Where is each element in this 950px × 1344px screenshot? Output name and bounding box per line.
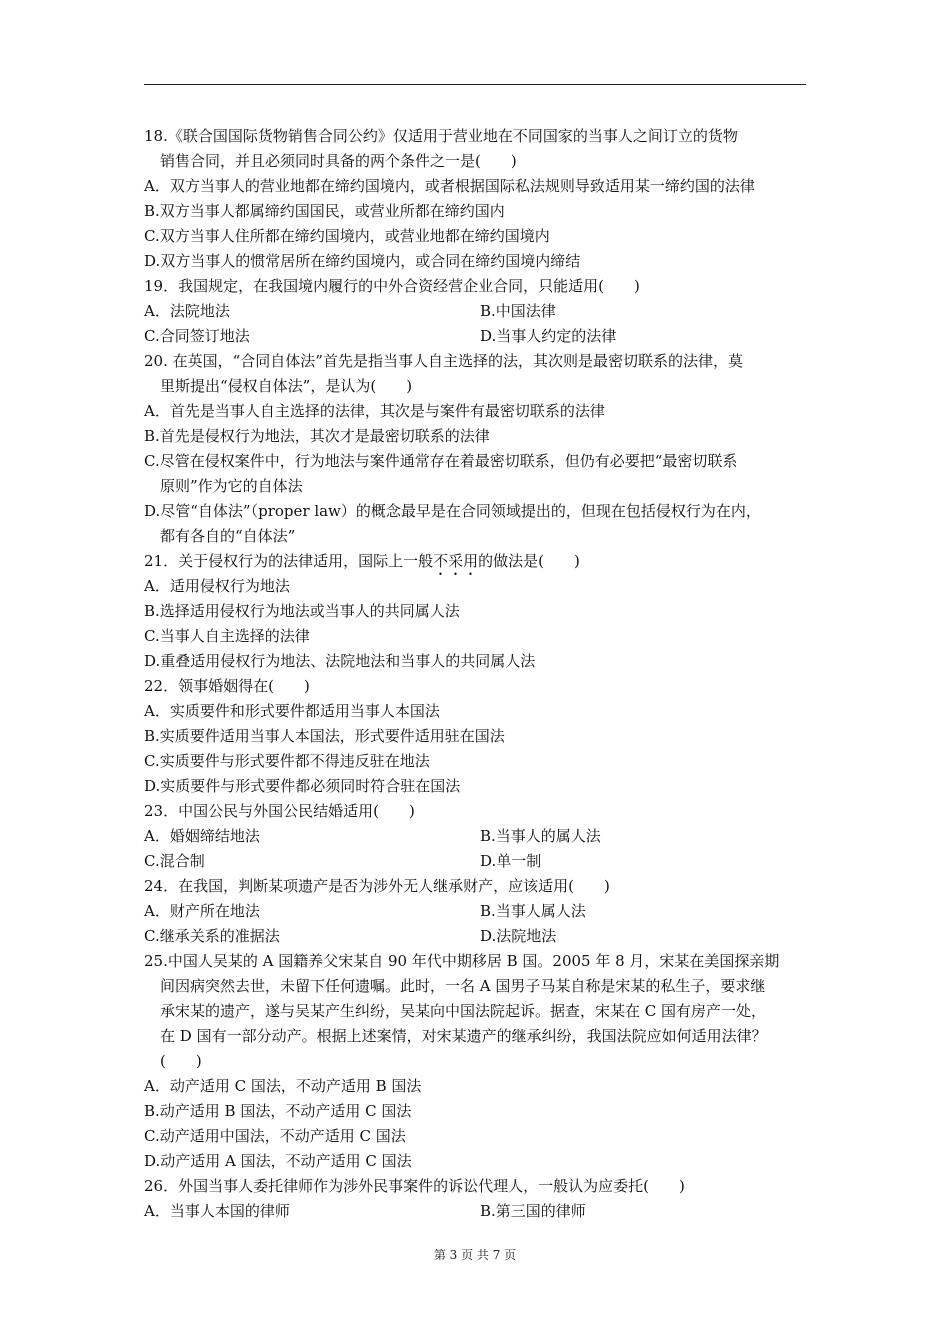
question-20: [144, 349, 816, 549]
question-stem: 25.中国人吴某的 A 国籍养父宋某自 90 年代中期移居 B 国。2005 年 8 月，宋某在美国探亲期: [144, 952, 780, 970]
option-b: B.选择适用侵权行为地法或当事人的共同属人法: [144, 602, 460, 620]
question-stem: 18.《联合国国际货物销售合同公约》仅适用于营业地在不同国家的当事人之间订立的货物: [144, 127, 738, 145]
option-row: [144, 824, 816, 849]
option-c: C.尽管在侵权案件中，行为地法与案件通常存在着最密切联系，但仍有必要把“最密切联系: [144, 452, 738, 470]
question-24: [144, 874, 816, 949]
question-22: [144, 674, 816, 799]
option-c: C.实质要件与形式要件都不得违反驻在地法: [144, 752, 430, 770]
option-c: C.合同签订地法: [144, 327, 250, 345]
question-stem: 26．外国当事人委托律师作为涉外民事案件的诉讼代理人，一般认为应委托( ): [144, 1177, 685, 1195]
option-a: A．婚姻缔结地法: [144, 827, 260, 845]
option-c: C.动产适用中国法，不动产适用 C 国法: [144, 1127, 406, 1145]
question-stem: 20. 在英国，“合同自体法”首先是指当事人自主选择的法，其次则是最密切联系的法律，莫: [144, 352, 743, 370]
option-b: B.实质要件适用当事人本国法，形式要件适用驻在国法: [144, 727, 505, 745]
option-a: A．适用侵权行为地法: [144, 577, 290, 595]
question-21: [144, 549, 816, 674]
question-stem: 19．我国规定，在我国境内履行的中外合资经营企业合同，只能适用( ): [144, 277, 640, 295]
question-19: [144, 274, 816, 349]
option-b: B.第三国的律师: [480, 1202, 586, 1220]
option-row: [144, 849, 816, 874]
stem-text: 的做法是( ): [478, 552, 580, 570]
option-a: A．法院地法: [144, 302, 230, 320]
option-a: A．首先是当事人自主选择的法律，其次是与案件有最密切联系的法律: [144, 402, 605, 420]
option-c: C.当事人自主选择的法律: [144, 627, 310, 645]
option-a: A．实质要件和形式要件都适用当事人本国法: [144, 702, 440, 720]
option-d: D.重叠适用侵权行为地法、法院地法和当事人的共同属人法: [144, 652, 536, 670]
option-d: D.双方当事人的惯常居所在缔约国境内，或合同在缔约国境内缔结: [144, 252, 581, 270]
option-b: B.首先是侵权行为地法，其次才是最密切联系的法律: [144, 427, 490, 445]
option-row: [144, 924, 816, 949]
option-a: A．财产所在地法: [144, 902, 260, 920]
option-a: A．双方当事人的营业地都在缔约国境内，或者根据国际私法规则导致适用某一缔约国的法律: [144, 177, 755, 195]
question-18: [144, 124, 816, 274]
option-a: A．当事人本国的律师: [144, 1202, 290, 1220]
question-stem-continued: ( ): [160, 1052, 202, 1070]
option-row: [144, 324, 816, 349]
question-stem: 23．中国公民与外国公民结婚适用( ): [144, 802, 415, 820]
option-b: B.当事人属人法: [480, 902, 586, 920]
question-stem-continued: 里斯提出“侵权自体法”，是认为( ): [160, 377, 413, 395]
question-26: [144, 1174, 816, 1224]
option-d: D.实质要件与形式要件都必须同时符合驻在国法: [144, 777, 461, 795]
option-d: D.动产适用 A 国法，不动产适用 C 国法: [144, 1152, 412, 1170]
option-d: D.尽管“自体法”（proper law）的概念最早是在合同领域提出的，但现在包括侵权行为在内，: [144, 502, 761, 520]
header-rule: [144, 84, 806, 85]
question-25: [144, 949, 816, 1174]
option-b: B.中国法律: [480, 302, 556, 320]
question-stem: 22．领事婚姻得在( ): [144, 677, 310, 695]
question-23: [144, 799, 816, 874]
option-d-continued: 都有各自的“自体法”: [160, 527, 296, 545]
question-stem-continued: 承宋某的遗产，遂与吴某产生纠纷，吴某向中国法院起诉。据查，宋某在 C 国有房产一处，: [160, 1002, 767, 1020]
option-b: B.双方当事人都属缔约国国民，或营业所都在缔约国内: [144, 202, 505, 220]
page-number: 第 3 页 共 7 页: [433, 1248, 517, 1262]
option-a: A．动产适用 C 国法，不动产适用 B 国法: [144, 1077, 422, 1095]
question-stem-continued: 销售合同，并且必须同时具备的两个条件之一是( ): [160, 152, 517, 170]
stem-text: 21．关于侵权行为的法律适用，国际上一般: [144, 552, 434, 570]
emphasized-text: 不采用: [433, 552, 479, 570]
option-c: C.混合制: [144, 852, 205, 870]
option-d: D.单一制: [480, 852, 542, 870]
option-b: B.当事人的属人法: [480, 827, 601, 845]
option-row: [144, 899, 816, 924]
option-c: C.双方当事人住所都在缔约国境内，或营业地都在缔约国境内: [144, 227, 550, 245]
option-d: D.当事人约定的法律: [480, 327, 617, 345]
question-stem-continued: 在 D 国有一部分动产。根据上述案情，对宋某遗产的继承纠纷，我国法院应如何适用法律？: [160, 1027, 767, 1045]
question-stem: [144, 549, 816, 574]
option-c-continued: 原则”作为它的自体法: [160, 477, 303, 495]
document-body: [144, 124, 816, 1224]
option-row: [144, 1199, 816, 1224]
option-row: [144, 299, 816, 324]
option-c: C.继承关系的准据法: [144, 927, 280, 945]
question-stem: 24．在我国，判断某项遗产是否为涉外无人继承财产，应该适用( ): [144, 877, 610, 895]
question-stem-continued: 间因病突然去世，未留下任何遗嘱。此时，一名 A 国男子马某自称是宋某的私生子，要求继: [160, 977, 766, 995]
option-d: D.法院地法: [480, 927, 557, 945]
option-b: B.动产适用 B 国法，不动产适用 C 国法: [144, 1102, 412, 1120]
